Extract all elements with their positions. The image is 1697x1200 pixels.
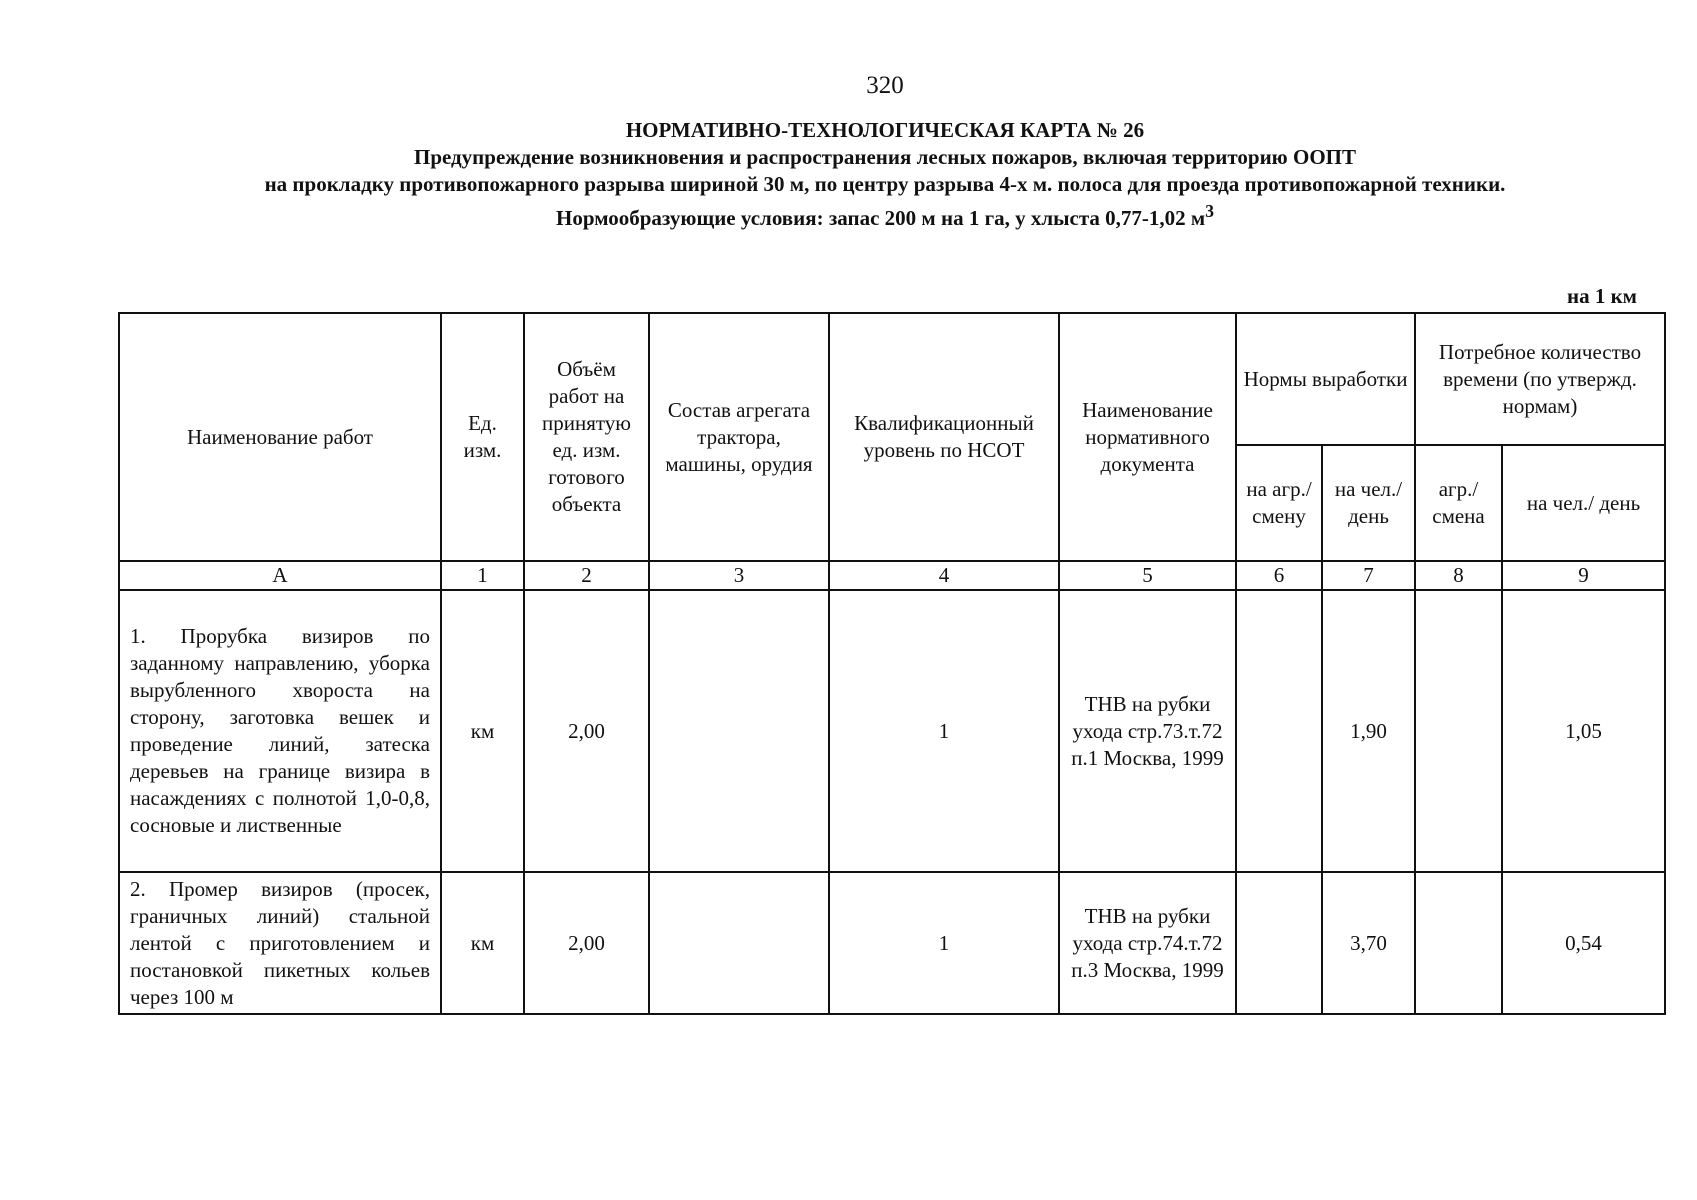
cell-qualification: 1 <box>829 872 1059 1014</box>
header-time-per-day: на чел./ день <box>1502 445 1665 561</box>
header-time-per-shift: агр./ смена <box>1415 445 1502 561</box>
header-document: Наименование нормативного документа <box>1059 313 1236 561</box>
cell-document: ТНВ на рубки ухода стр.73.т.72 п.1 Москва, 1999 <box>1059 590 1236 872</box>
cell-volume: 2,00 <box>524 872 649 1014</box>
column-number: 2 <box>524 561 649 590</box>
table-row <box>119 872 1665 1014</box>
cell-composition <box>649 872 829 1014</box>
cell-qualification: 1 <box>829 590 1059 872</box>
cell-norms-per-day: 1,90 <box>1322 590 1415 872</box>
card-title: НОРМАТИВНО-ТЕХНОЛОГИЧЕСКАЯ КАРТА № 26 <box>625 118 1145 142</box>
header-qualification: Квалификационный уровень по НСОТ <box>829 313 1059 561</box>
column-number: 7 <box>1322 561 1415 590</box>
column-number: 5 <box>1059 561 1236 590</box>
header-work-name: Наименование работ <box>119 313 441 561</box>
column-number: 1 <box>441 561 524 590</box>
cell-volume: 2,00 <box>524 590 649 872</box>
page-number: 320 <box>866 72 904 99</box>
norm-conditions-text: Нормообразующие условия: запас 200 м на 1 га, у хлыста 0,77-1,02 м <box>556 206 1206 230</box>
header-time-group: Потребное количество времени (по утвержд. нормам) <box>1415 313 1665 445</box>
cell-work-name: 1. Прорубка визиров по заданному направлению, уборка вырубленного хвороста на сторону, заготовка вешек и проведение линий, затеска деревьев на границе визира в насаждениях с полнотой 1,0-0,8, сосновые и лиственные <box>119 590 441 872</box>
header-norms-per-day: на чел./ день <box>1322 445 1415 561</box>
cell-composition <box>649 590 829 872</box>
table-row <box>119 590 1665 872</box>
unit-note: на 1 км <box>1566 284 1637 308</box>
column-number: А <box>119 561 441 590</box>
column-number: 9 <box>1502 561 1665 590</box>
norm-conditions <box>200 198 1570 232</box>
cell-document: ТНВ на рубки ухода стр.74.т.72 п.3 Москва, 1999 <box>1059 872 1236 1014</box>
cell-time-per-shift <box>1415 872 1502 1014</box>
column-number-row <box>119 561 1665 590</box>
column-number: 8 <box>1415 561 1502 590</box>
header-unit: Ед. изм. <box>441 313 524 561</box>
cell-norms-per-shift <box>1236 872 1322 1014</box>
header-norms-per-shift: на агр./ смену <box>1236 445 1322 561</box>
card-purpose: на прокладку противопожарного разрыва шириной 30 м, по центру разрыва 4-х м. полоса для проезда противопожарной техники. <box>264 172 1506 196</box>
cell-work-name: 2. Промер визиров (просек, граничных линий) стальной лентой с приготовлением и постановкой пикетных кольев через 100 м <box>119 872 441 1014</box>
header-composition: Состав агрегата трактора, машины, орудия <box>649 313 829 561</box>
header-row <box>119 313 1665 445</box>
cell-unit: км <box>441 872 524 1014</box>
column-number: 6 <box>1236 561 1322 590</box>
norm-conditions-superscript: 3 <box>1205 201 1214 221</box>
cell-time-per-shift <box>1415 590 1502 872</box>
norms-table <box>118 312 1666 1015</box>
cell-time-per-day: 0,54 <box>1502 872 1665 1014</box>
header-volume: Объём работ на принятую ед. изм. готового объекта <box>524 313 649 561</box>
column-number: 3 <box>649 561 829 590</box>
header-norms-group: Нормы выработки <box>1236 313 1415 445</box>
column-number: 4 <box>829 561 1059 590</box>
cell-time-per-day: 1,05 <box>1502 590 1665 872</box>
cell-norms-per-day: 3,70 <box>1322 872 1415 1014</box>
document-heading <box>200 117 1570 232</box>
cell-unit: км <box>441 590 524 872</box>
card-subtitle: Предупреждение возникновения и распространения лесных пожаров, включая территорию ООПТ <box>413 145 1356 169</box>
cell-norms-per-shift <box>1236 590 1322 872</box>
